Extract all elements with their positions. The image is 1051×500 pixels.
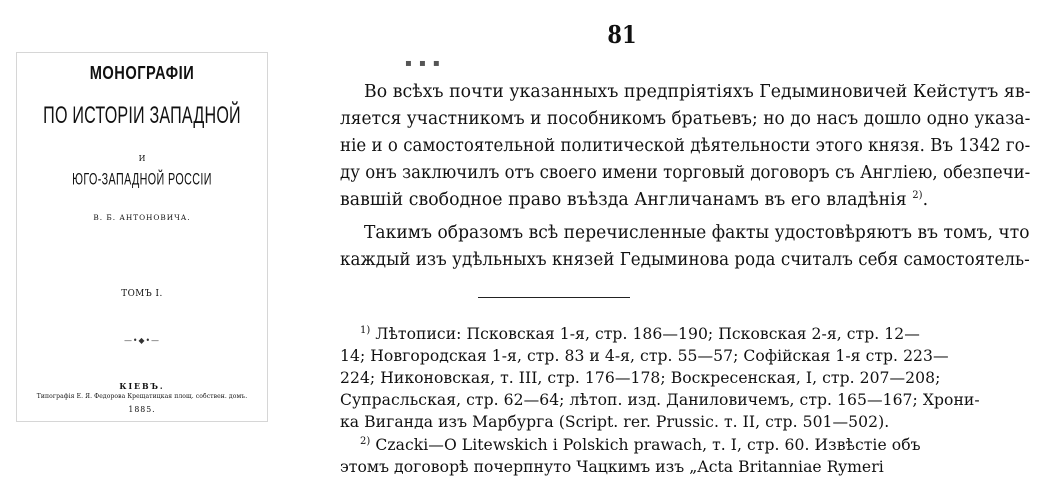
footnote-1-line: 224; Никоновская, т. III, стр. 176—178; Воскресенская, I, стр. 207—208; — [340, 369, 941, 387]
paragraph2-line: каждый изъ удѣльныхъ князей Гедыминова рода считалъ себя самостоятель- — [340, 250, 1030, 270]
stray-print-marks: ▪ ▪ ▪ — [405, 58, 442, 69]
printer-imprint: Типографія Е. Я. Федорова Крещатицкая площ. собствен. домъ. — [36, 393, 248, 400]
footnote-1-line: Супрасльская, стр. 62—64; лѣтоп. изд. Даниловичемъ, стр. 165—167; Хрони- — [340, 391, 980, 409]
paragraph1-line: ду онъ заключилъ отъ своего имени торговый договоръ съ Англіею, обезпечи- — [340, 163, 1031, 183]
ornament-divider: —•◆•— — [124, 336, 160, 345]
publication-year: 1885. — [128, 405, 156, 414]
footnote-1-text: Лѣтописи: Псковская 1-я, стр. 186—190; Псковская 2-я, стр. 12— — [375, 325, 920, 343]
paragraph1-line: ніе и о самостоятельной политической дѣятельности этого князя. Въ 1342 го- — [340, 136, 1031, 156]
paragraph1-line: ляется участникомъ и пособникомъ братьевъ; но до насъ дошло одно указа- — [340, 109, 1031, 129]
title-conjunction: И — [138, 154, 146, 163]
footnote-2-text: Czacki—O Litewskich i Polskich prawach, т. I, стр. 60. Извѣстіе объ — [375, 436, 921, 454]
footnote-2-marker: 2) — [360, 435, 371, 447]
paragraph1-last-line — [340, 190, 928, 210]
footnote-ref: 2) — [912, 190, 923, 202]
volume-label: ТОМЪ I. — [121, 289, 163, 299]
paragraph1-line-text: вавшій свободное право въѣзда Англичанамъ въ его владѣнія — [340, 190, 907, 210]
main-title: ПО ИСТОРІИ ЗАПАДНОЙ — [43, 102, 241, 129]
publication-city: КІЕВЪ. — [119, 381, 165, 391]
author: В. Б. АНТОНОВИЧА. — [93, 213, 191, 222]
footnote-2-line: этомъ договорѣ почерпнуто Чацкимъ изъ „Acta Britanniae Rymeri — [340, 458, 884, 476]
subtitle: ЮГО-ЗАПАДНОЙ РОССІИ — [72, 171, 212, 189]
footnote-1-line: 14; Новгородская 1-я, стр. 83 и 4-я, стр. 55—57; Софійская 1-я стр. 223— — [340, 347, 949, 365]
paragraph1-line: Во всѣхъ почти указанныхъ предпріятіяхъ Гедыминовичей Кейстутъ яв- — [364, 82, 1031, 102]
footnote-1-line: ка Виганда изъ Марбурга (Script. rer. Prussic. т. II, стр. 501—502). — [340, 413, 890, 431]
footnote-separator — [478, 297, 630, 298]
series-title: МОНОГРАФІИ — [89, 62, 195, 85]
footnote-1-first-line — [360, 325, 920, 343]
title-page-thumbnail — [16, 52, 268, 422]
page-number: 81 — [607, 20, 637, 49]
sentence-end: . — [922, 190, 929, 210]
footnote-1-marker: 1) — [360, 324, 371, 336]
paragraph2-line: Такимъ образомъ всѣ перечисленные факты удостовѣряютъ въ томъ, что — [364, 223, 1030, 243]
footnote-2-first-line — [360, 436, 921, 454]
